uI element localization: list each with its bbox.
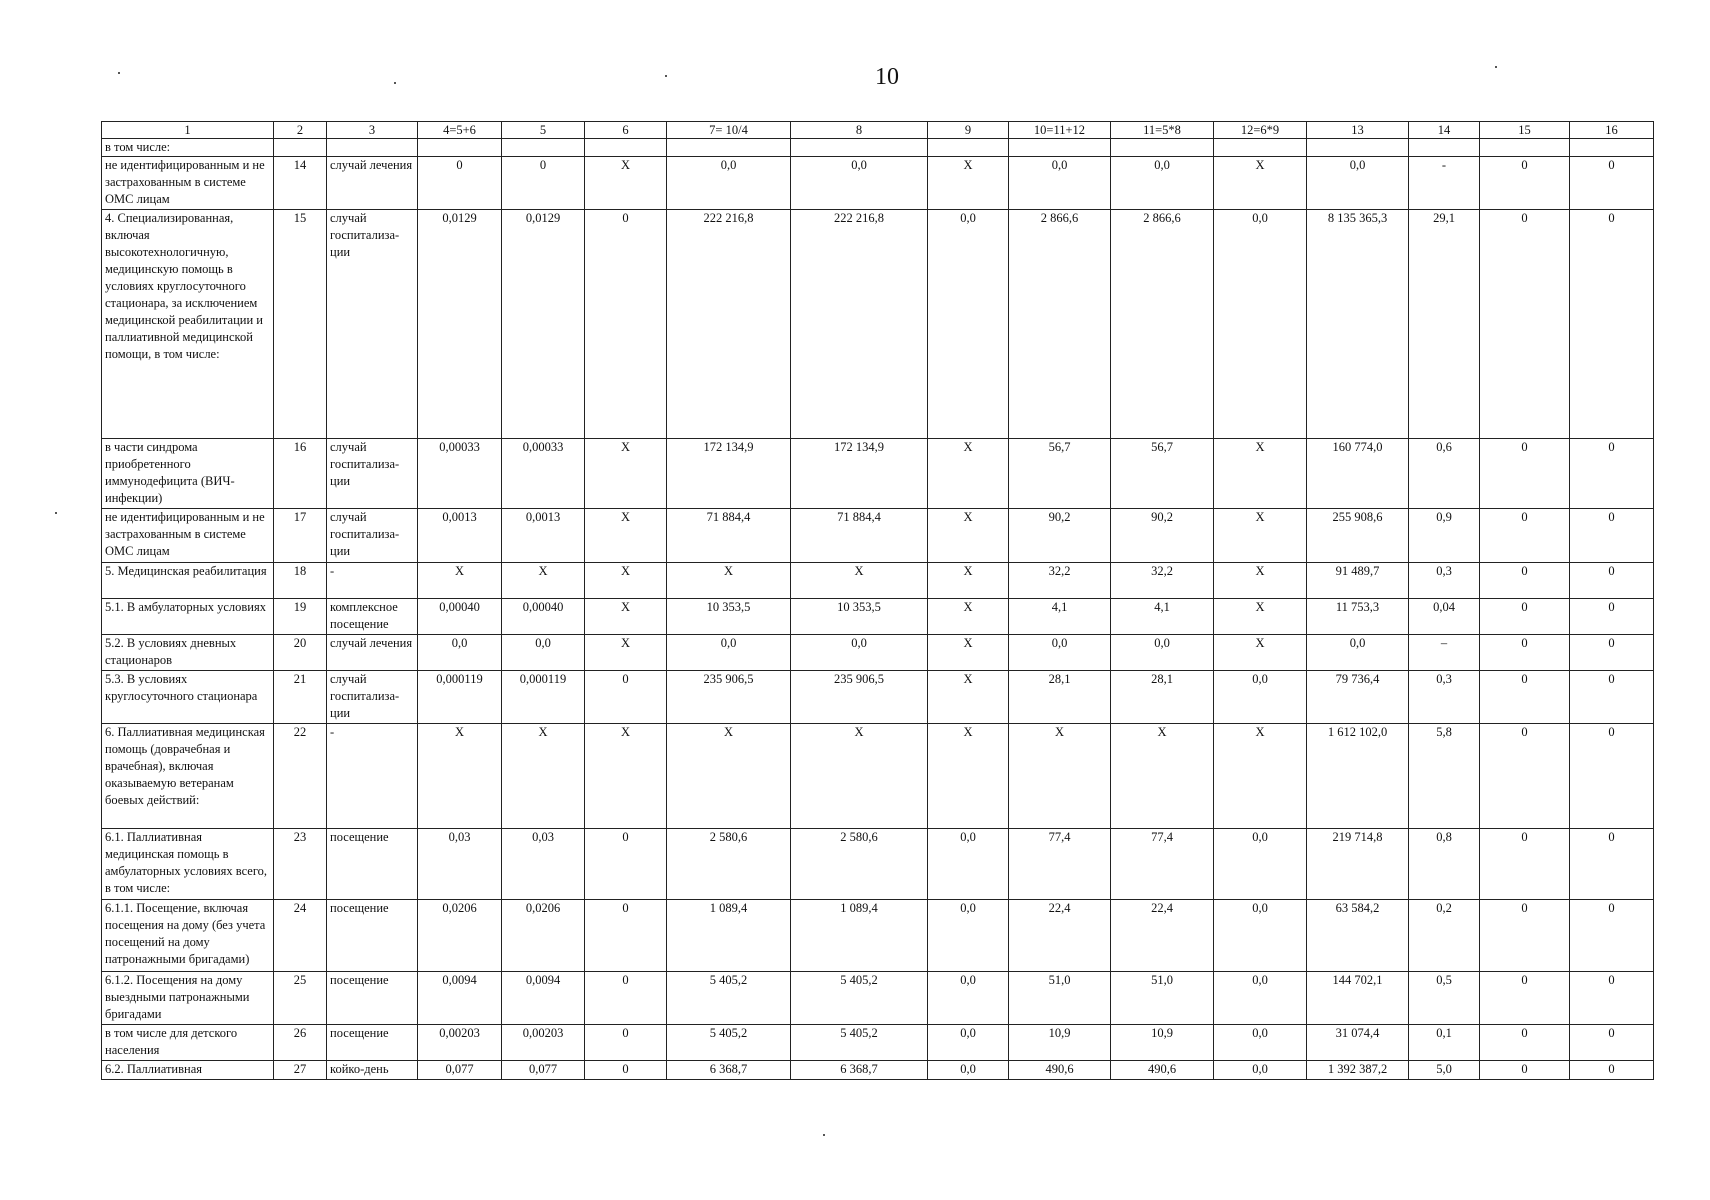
row-label-cell: 6.1.1. Посещение, включая посещения на дому (без учета посещений на дому патронажными бригадами) (102, 900, 274, 972)
table-body (102, 122, 1654, 1080)
table-cell: 24 (274, 900, 327, 972)
table-cell: 0,0 (1214, 1061, 1307, 1080)
table-row (102, 972, 1654, 1025)
table-cell: Х (928, 439, 1009, 509)
table-cell (502, 139, 585, 157)
table-cell: случай госпитализа-ции (327, 439, 418, 509)
table-cell: 0,0 (1214, 671, 1307, 724)
table-cell: 172 134,9 (667, 439, 791, 509)
table-cell (274, 139, 327, 157)
table-cell: Х (585, 563, 667, 599)
table-row (102, 439, 1654, 509)
table-cell: 10 353,5 (791, 599, 928, 635)
table-cell: Х (928, 599, 1009, 635)
table-cell: 0,0 (1307, 635, 1409, 671)
table-cell: 0 (585, 972, 667, 1025)
table-cell: 0 (1570, 563, 1654, 599)
table-cell (1307, 139, 1409, 157)
table-cell: 2 866,6 (1009, 210, 1111, 439)
table-cell: 32,2 (1111, 563, 1214, 599)
table-cell: 0,0094 (418, 972, 502, 1025)
table-cell: Х (1214, 563, 1307, 599)
table-row (102, 509, 1654, 563)
table-cell: 490,6 (1111, 1061, 1214, 1080)
table-cell: 0,3 (1409, 563, 1480, 599)
table-cell: 0 (1480, 1061, 1570, 1080)
table-cell: 4,1 (1009, 599, 1111, 635)
table-cell: 0,8 (1409, 829, 1480, 900)
table-cell: 0 (1480, 671, 1570, 724)
table-cell: 71 884,4 (667, 509, 791, 563)
table-cell: 8 135 365,3 (1307, 210, 1409, 439)
table-cell: 0,0 (928, 829, 1009, 900)
table-cell: комплексное посещение (327, 599, 418, 635)
table-cell: 0,0 (1307, 157, 1409, 210)
table-cell: 22,4 (1111, 900, 1214, 972)
table-cell: 5 405,2 (667, 1025, 791, 1061)
table-cell: случай лечения (327, 635, 418, 671)
table-cell: посещение (327, 972, 418, 1025)
row-label-cell: 6.1.2. Посещения на дому выездными патронажными бригадами (102, 972, 274, 1025)
table-cell: 0,1 (1409, 1025, 1480, 1061)
table-cell: Х (1111, 724, 1214, 829)
table-cell: 22,4 (1009, 900, 1111, 972)
table-cell: 0,0 (928, 1025, 1009, 1061)
table-row (102, 139, 1654, 157)
table-cell: Х (1214, 599, 1307, 635)
table-cell: 0 (1570, 439, 1654, 509)
table-cell: 160 774,0 (1307, 439, 1409, 509)
table-cell: Х (1214, 157, 1307, 210)
table-cell: 0 (1480, 599, 1570, 635)
table-cell: 4,1 (1111, 599, 1214, 635)
table-cell: случай госпитализа-ции (327, 210, 418, 439)
table-cell: 0 (1480, 439, 1570, 509)
column-header-14: 14 (1409, 122, 1480, 139)
column-header-9: 9 (928, 122, 1009, 139)
table-cell: 0,0 (1009, 635, 1111, 671)
table-cell: 0,00033 (502, 439, 585, 509)
table-cell: 219 714,8 (1307, 829, 1409, 900)
table-cell: 26 (274, 1025, 327, 1061)
table-cell: 71 884,4 (791, 509, 928, 563)
table-cell: 23 (274, 829, 327, 900)
table-cell: 14 (274, 157, 327, 210)
table-cell: 0 (1570, 1061, 1654, 1080)
table-cell (418, 139, 502, 157)
table-cell: 0,03 (418, 829, 502, 900)
table-cell: Х (928, 509, 1009, 563)
table-cell: 0 (1480, 157, 1570, 210)
table-cell: 0 (418, 157, 502, 210)
table-cell (585, 139, 667, 157)
table-cell: 0,00203 (418, 1025, 502, 1061)
row-label-cell: в части синдрома приобретенного иммунодефицита (ВИЧ-инфекции) (102, 439, 274, 509)
table-cell: 235 906,5 (667, 671, 791, 724)
row-label-cell: 6.1. Паллиативная медицинская помощь в амбулаторных условиях всего, в том числе: (102, 829, 274, 900)
table-cell (327, 139, 418, 157)
table-cell: Х (585, 635, 667, 671)
scan-speck (118, 72, 120, 74)
table-cell: случай лечения (327, 157, 418, 210)
table-cell: 0,0 (791, 635, 928, 671)
table-cell: Х (928, 671, 1009, 724)
table-cell: 0,0094 (502, 972, 585, 1025)
table-cell: 0,0129 (502, 210, 585, 439)
table-cell: 19 (274, 599, 327, 635)
table-cell: 11 753,3 (1307, 599, 1409, 635)
table-row (102, 599, 1654, 635)
table-cell: 56,7 (1009, 439, 1111, 509)
table-cell: 0,000119 (418, 671, 502, 724)
table-cell: 0 (1570, 599, 1654, 635)
table-cell: Х (585, 724, 667, 829)
table-cell: посещение (327, 900, 418, 972)
table-cell: 6 368,7 (667, 1061, 791, 1080)
table-cell: 22 (274, 724, 327, 829)
table-cell: 1 089,4 (667, 900, 791, 972)
table-header-row (102, 122, 1654, 139)
table-cell: Х (585, 599, 667, 635)
table-row (102, 829, 1654, 900)
column-header-5: 5 (502, 122, 585, 139)
table-cell: 5 405,2 (791, 972, 928, 1025)
table-cell: 0,00040 (418, 599, 502, 635)
table-row (102, 563, 1654, 599)
table-cell: 21 (274, 671, 327, 724)
table-row (102, 1061, 1654, 1080)
table-cell: 0,0 (1214, 210, 1307, 439)
table-row (102, 671, 1654, 724)
table-cell: 5 405,2 (667, 972, 791, 1025)
table-cell: – (1409, 635, 1480, 671)
table-cell: Х (667, 563, 791, 599)
table-cell: 90,2 (1009, 509, 1111, 563)
table-cell: посещение (327, 829, 418, 900)
table-cell: 0,0 (667, 635, 791, 671)
scan-speck (823, 1134, 825, 1136)
table-cell: 0,0 (1111, 635, 1214, 671)
table-cell: 0 (1570, 972, 1654, 1025)
table-cell: 0,03 (502, 829, 585, 900)
table-cell (928, 139, 1009, 157)
table-row (102, 724, 1654, 829)
table-cell: Х (502, 563, 585, 599)
table-cell: 0,0 (667, 157, 791, 210)
table-cell: Х (928, 635, 1009, 671)
table-cell: 0,0013 (418, 509, 502, 563)
table-cell: 1 392 387,2 (1307, 1061, 1409, 1080)
table-cell: койко-день (327, 1061, 418, 1080)
table-cell: Х (928, 724, 1009, 829)
table-cell: Х (791, 724, 928, 829)
table-row (102, 635, 1654, 671)
table-cell: Х (928, 563, 1009, 599)
column-header-1: 1 (102, 122, 274, 139)
data-table (101, 121, 1654, 1080)
table-cell: 0 (1570, 509, 1654, 563)
column-header-13: 13 (1307, 122, 1409, 139)
page-number: 10 (875, 64, 899, 90)
row-label-cell: 4. Специализированная, включая высокотехнологичную, медицинскую помощь в условиях круглосуточного стационара, за исключением медицинской реабилитации и паллиативной медицинской помощи, в том числе: (102, 210, 274, 439)
table-cell: 0,04 (1409, 599, 1480, 635)
table-cell: Х (1214, 509, 1307, 563)
column-header-10: 10=11+12 (1009, 122, 1111, 139)
scan-speck (1495, 66, 1497, 68)
table-cell: 17 (274, 509, 327, 563)
table-cell: 0,0 (928, 1061, 1009, 1080)
table-cell: 0 (1570, 900, 1654, 972)
row-label-cell: 6. Паллиативная медицинская помощь (доврачебная и врачебная), включая оказываемую ветеранам боевых действий: (102, 724, 274, 829)
table-cell: 0 (1480, 563, 1570, 599)
table-cell: 10,9 (1009, 1025, 1111, 1061)
table-cell: Х (585, 157, 667, 210)
table-cell: 0,00033 (418, 439, 502, 509)
column-header-2: 2 (274, 122, 327, 139)
table-cell: 0,6 (1409, 439, 1480, 509)
table-cell (1570, 139, 1654, 157)
table-cell: 0,077 (418, 1061, 502, 1080)
table-cell: 5,0 (1409, 1061, 1480, 1080)
row-label-cell: не идентифицированным и не застрахованным в системе ОМС лицам (102, 509, 274, 563)
table-row (102, 157, 1654, 210)
table-cell: 0,3 (1409, 671, 1480, 724)
table-cell: 0,00203 (502, 1025, 585, 1061)
table-cell: 0 (1570, 829, 1654, 900)
table-cell: 0,000119 (502, 671, 585, 724)
table-cell: - (327, 724, 418, 829)
table-cell: 20 (274, 635, 327, 671)
table-cell: 0,0 (1214, 1025, 1307, 1061)
table-cell: 255 908,6 (1307, 509, 1409, 563)
table-cell: посещение (327, 1025, 418, 1061)
table-cell: 0,0 (418, 635, 502, 671)
table-cell: 16 (274, 439, 327, 509)
table-cell: Х (502, 724, 585, 829)
table-cell: 91 489,7 (1307, 563, 1409, 599)
row-label-cell: 5. Медицинская реабилитация (102, 563, 274, 599)
table-cell: 31 074,4 (1307, 1025, 1409, 1061)
table-cell: 0 (502, 157, 585, 210)
table-cell: 56,7 (1111, 439, 1214, 509)
table-cell: Х (418, 563, 502, 599)
table-cell: 0 (585, 671, 667, 724)
table-cell (1214, 139, 1307, 157)
scan-speck (665, 75, 667, 77)
table-cell: 0 (1570, 157, 1654, 210)
table-cell: 222 216,8 (791, 210, 928, 439)
table-cell: 0 (585, 829, 667, 900)
table-cell (1409, 139, 1480, 157)
table-cell (791, 139, 928, 157)
table-cell: 0,0 (928, 210, 1009, 439)
scan-speck (394, 82, 396, 84)
column-header-11: 11=5*8 (1111, 122, 1214, 139)
table-cell: 0,0 (1111, 157, 1214, 210)
table-cell (1480, 139, 1570, 157)
column-header-3: 3 (327, 122, 418, 139)
table-cell: 0 (585, 1061, 667, 1080)
table-cell: 32,2 (1009, 563, 1111, 599)
table-cell: Х (418, 724, 502, 829)
table-cell: 28,1 (1111, 671, 1214, 724)
table-cell: 25 (274, 972, 327, 1025)
table-cell: 0,2 (1409, 900, 1480, 972)
table-cell: 0,00040 (502, 599, 585, 635)
table-cell: 0,0 (502, 635, 585, 671)
table-cell: 27 (274, 1061, 327, 1080)
table-cell: 2 580,6 (667, 829, 791, 900)
column-header-7: 7= 10/4 (667, 122, 791, 139)
table-cell: 10,9 (1111, 1025, 1214, 1061)
table-cell: 0 (1570, 724, 1654, 829)
row-label-cell: в том числе: (102, 139, 274, 157)
table-cell: 1 089,4 (791, 900, 928, 972)
column-header-15: 15 (1480, 122, 1570, 139)
table-cell: 90,2 (1111, 509, 1214, 563)
table-cell: Х (585, 509, 667, 563)
table-row (102, 900, 1654, 972)
table-cell: 6 368,7 (791, 1061, 928, 1080)
table-cell: 0,9 (1409, 509, 1480, 563)
table-cell: 0 (1480, 1025, 1570, 1061)
column-header-12: 12=6*9 (1214, 122, 1307, 139)
table-cell (1111, 139, 1214, 157)
table-cell: Х (585, 439, 667, 509)
table-cell: - (1409, 157, 1480, 210)
table-cell (1009, 139, 1111, 157)
table-cell: 63 584,2 (1307, 900, 1409, 972)
table-cell: 0 (1480, 724, 1570, 829)
table-cell: 1 612 102,0 (1307, 724, 1409, 829)
table-cell: 0,077 (502, 1061, 585, 1080)
table-cell: случай госпитализа-ции (327, 671, 418, 724)
table-cell: 79 736,4 (1307, 671, 1409, 724)
table-cell: 0 (1570, 671, 1654, 724)
row-label-cell: 5.1. В амбулаторных условиях (102, 599, 274, 635)
column-header-6: 6 (585, 122, 667, 139)
row-label-cell: не идентифицированным и не застрахованным в системе ОМС лицам (102, 157, 274, 210)
table-cell: 0 (1480, 900, 1570, 972)
table-cell: Х (928, 157, 1009, 210)
table-cell: Х (667, 724, 791, 829)
scan-speck (55, 512, 57, 514)
table-cell: случай госпитализа-ции (327, 509, 418, 563)
table-cell: 0,0 (1214, 972, 1307, 1025)
table-cell: 51,0 (1111, 972, 1214, 1025)
table-cell: 77,4 (1111, 829, 1214, 900)
table-cell: 0,0 (1214, 900, 1307, 972)
table-row (102, 1025, 1654, 1061)
table-cell: 10 353,5 (667, 599, 791, 635)
table-cell: 0,0206 (502, 900, 585, 972)
table-cell: 0 (1480, 829, 1570, 900)
table-cell: 0 (585, 1025, 667, 1061)
table-cell: 235 906,5 (791, 671, 928, 724)
column-header-4: 4=5+6 (418, 122, 502, 139)
table-row (102, 210, 1654, 439)
table-cell: 0,0 (1009, 157, 1111, 210)
table-cell: 2 580,6 (791, 829, 928, 900)
table-cell: 0,0206 (418, 900, 502, 972)
table-cell: Х (791, 563, 928, 599)
table-cell: 5 405,2 (791, 1025, 928, 1061)
table-cell: Х (1214, 724, 1307, 829)
row-label-cell: 5.2. В условиях дневных стационаров (102, 635, 274, 671)
table-cell: 15 (274, 210, 327, 439)
table-cell: 0 (585, 900, 667, 972)
table-cell: 222 216,8 (667, 210, 791, 439)
column-header-8: 8 (791, 122, 928, 139)
table-cell: Х (1214, 635, 1307, 671)
table-cell: Х (1214, 439, 1307, 509)
table-cell: 0 (1570, 1025, 1654, 1061)
table-cell: - (327, 563, 418, 599)
table-cell (667, 139, 791, 157)
table-cell: 28,1 (1009, 671, 1111, 724)
row-label-cell: в том числе для детского населения (102, 1025, 274, 1061)
table-cell: 29,1 (1409, 210, 1480, 439)
table-cell: 5,8 (1409, 724, 1480, 829)
table-cell: 0 (1480, 972, 1570, 1025)
table-cell: 0,0 (1214, 829, 1307, 900)
table-cell: 0 (1570, 635, 1654, 671)
table-cell: 0 (585, 210, 667, 439)
table-cell: Х (1009, 724, 1111, 829)
row-label-cell: 6.2. Паллиативная (102, 1061, 274, 1080)
table-cell: 2 866,6 (1111, 210, 1214, 439)
table-cell: 77,4 (1009, 829, 1111, 900)
column-header-16: 16 (1570, 122, 1654, 139)
table-cell: 0,0013 (502, 509, 585, 563)
table-cell: 0,0129 (418, 210, 502, 439)
table-cell: 172 134,9 (791, 439, 928, 509)
table-cell: 0,0 (791, 157, 928, 210)
row-label-cell: 5.3. В условиях круглосуточного стационара (102, 671, 274, 724)
table-cell: 0 (1480, 635, 1570, 671)
table-cell: 0 (1480, 509, 1570, 563)
table-cell: 18 (274, 563, 327, 599)
table-cell: 0 (1480, 210, 1570, 439)
table-cell: 490,6 (1009, 1061, 1111, 1080)
table-cell: 0,5 (1409, 972, 1480, 1025)
table-cell: 144 702,1 (1307, 972, 1409, 1025)
table-cell: 0,0 (928, 972, 1009, 1025)
table-cell: 51,0 (1009, 972, 1111, 1025)
table-cell: 0,0 (928, 900, 1009, 972)
table-cell: 0 (1570, 210, 1654, 439)
